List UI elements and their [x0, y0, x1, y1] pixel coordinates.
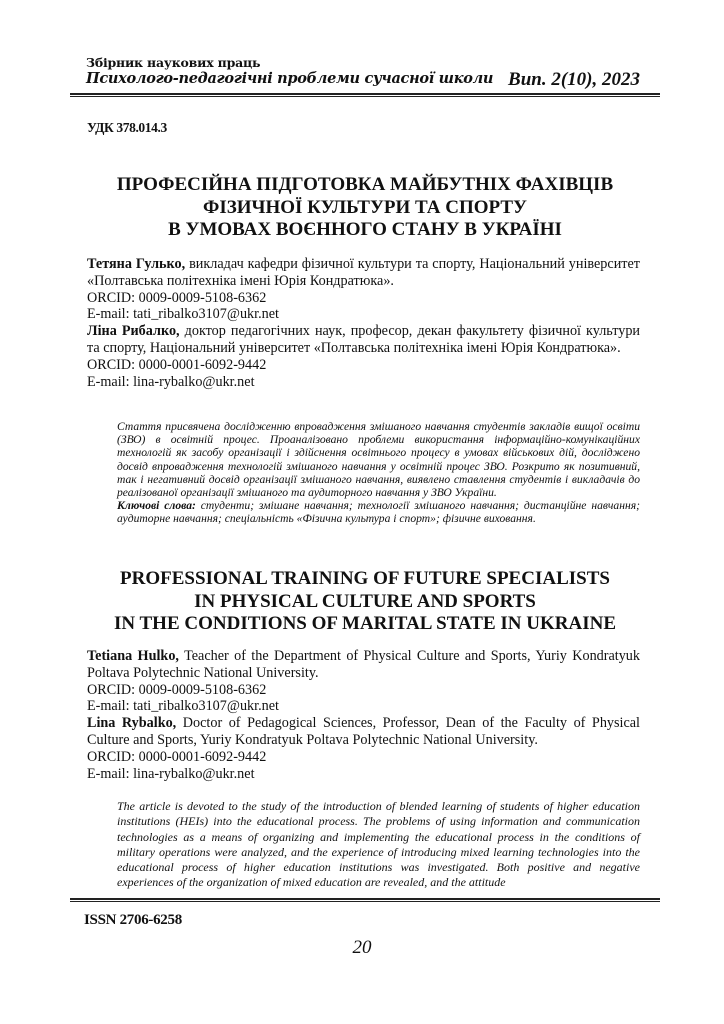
- abstract-ua: [117, 420, 640, 526]
- title-line: IN THE CONDITIONS OF MARITAL STATE IN UKRAINE: [113, 613, 616, 634]
- author-email[interactable]: E-mail: tati_ribalko3107@ukr.net: [87, 306, 279, 323]
- header-divider: [70, 93, 660, 97]
- author-affiliation: Тетяна Гулько, викладач кафедри фізичної культури та спорту, Національний університет «Полтавська політехніка імені Юрія Кондратюка».: [87, 256, 640, 289]
- article-title-ua: [70, 174, 660, 242]
- title-line: ФІЗИЧНОЇ КУЛЬТУРИ ТА СПОРТУ: [203, 196, 527, 218]
- footer-divider: [70, 898, 660, 902]
- title-line: IN PHYSICAL CULTURE AND SPORTS: [194, 590, 536, 612]
- issn: ISSN 2706-6258: [84, 912, 182, 928]
- journal-name: Психолого-педагогічні проблеми сучасної школи: [86, 70, 494, 87]
- author-email[interactable]: E-mail: tati_ribalko3107@ukr.net: [87, 698, 279, 715]
- authors-ua: [87, 256, 640, 390]
- author-orcid: ORCID: 0009-0009-5108-6362: [87, 289, 267, 306]
- author-name: Lina Rybalko,: [87, 715, 177, 732]
- title-line: В УМОВАХ ВОЄННОГО СТАНУ В УКРАЇНІ: [168, 219, 562, 240]
- author-name: Ліна Рибалко,: [87, 323, 180, 340]
- keywords: [117, 499, 640, 525]
- author-name: Тетяна Гулько,: [87, 256, 186, 272]
- author-orcid: ORCID: 0000-0001-6092-9442: [87, 748, 267, 765]
- title-line: PROFESSIONAL TRAINING OF FUTURE SPECIALISTS: [120, 568, 610, 589]
- authors-en: [87, 648, 640, 782]
- author-affiliation: Tetiana Hulko, Teacher of the Department of Physical Culture and Sports, Yuriy Kondratyuk Poltava Polytechnic National University.: [87, 648, 640, 681]
- issue-number: Вип. 2(10), 2023: [508, 69, 640, 90]
- running-header: [86, 55, 646, 88]
- keywords-list: студенти; змішане навчання; технології змішаного навчання; дистанційне навчання; аудиторне навчання; спеціальність «Фізична культура і спорт»; фізичне виховання.: [117, 499, 640, 526]
- author-orcid: ORCID: 0000-0001-6092-9442: [87, 356, 267, 373]
- author-email[interactable]: E-mail: lina-rybalko@ukr.net: [87, 765, 255, 782]
- udc-code: УДК 378.014.3: [87, 120, 167, 135]
- article-title-en: [70, 568, 660, 636]
- author-orcid: ORCID: 0009-0009-5108-6362: [87, 681, 267, 698]
- author-affiliation: Lina Rybalko, Doctor of Pedagogical Sciences, Professor, Dean of the Faculty of Physical Culture and Sports, Yuriy Kondratyuk Poltava Polytechnic National University.: [87, 715, 641, 748]
- collection-name: Збірник наукових праць: [86, 55, 261, 70]
- title-line: ПРОФЕСІЙНА ПІДГОТОВКА МАЙБУТНІХ ФАХІВЦІВ: [116, 174, 614, 195]
- author-affiliation: Ліна Рибалко, доктор педагогічних наук, професор, декан факультету фізичної культури та спорту, Національний університет «Полтавська політехніка імені Юрія Кондратюка».: [87, 323, 640, 356]
- page-number: 20: [352, 937, 372, 958]
- abstract-text: Стаття присвячена дослідженню впровадження змішаного навчання студентів закладів вищої освіти (ЗВО) в освітній процес. Проаналізовано проблеми використання інформаційно-комунікаційних технологій як засобу організації і здійснення освітнього процесу в умовах військових дій, досліджено досвід впровадження технологій змішаного навчання у освітній процес ЗВО. Розкрито як позитивний, так і негативний досвід організації змішаного навчання, виявлено ставлення студентів і викладачів до реалізованої організації змішаного та аудиторного навчання у ЗВО України.: [117, 420, 640, 500]
- abstract-en: [117, 799, 640, 891]
- abstract-text: The article is devoted to the study of the introduction of blended learning of students of higher education institutions (HEIs) into the educational process. The problems of using information and communication technologies as a means of organizing and implementing the educational process in the conditions of military operations were analyzed, and the experience of introducing mixed learning technologies into the educational process of higher education institutions was investigated. Both positive and negative experiences of the organization of mixed education are revealed, and the attitude: [117, 799, 640, 890]
- author-name: Tetiana Hulko,: [87, 648, 179, 664]
- author-email[interactable]: E-mail: lina-rybalko@ukr.net: [87, 373, 255, 390]
- keywords-label: Ключові слова:: [117, 499, 196, 513]
